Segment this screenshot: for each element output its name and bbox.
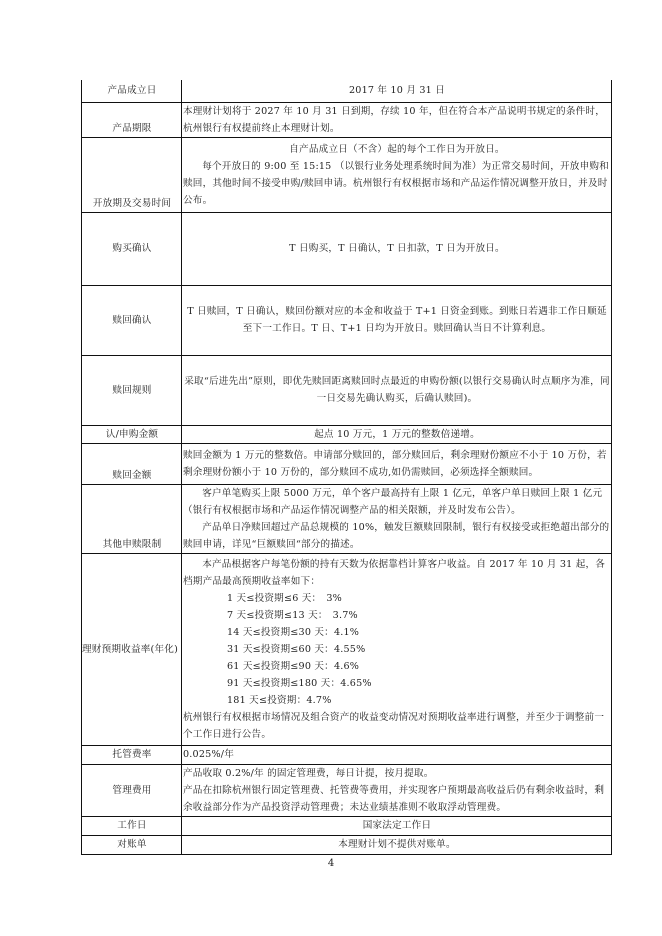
value-text: 产品单日净赎回超过产品总规模的 10%，触发巨额赎回限制，银行有权接受或拒绝超出部分的赎回申请，详见“巨额赎回“部分的描述。	[183, 521, 610, 550]
row-value	[182, 764, 612, 816]
page-number: 4	[327, 858, 335, 869]
value-text: 本理财计划将于 2027 年 10 月 31 日到期，存续 10 年，但在符合本产品说明书规定的条件时，杭州银行有权提前终止本理财计划。	[183, 105, 606, 134]
yield-tier: 1 天≤投资期≤6 天： 3%	[227, 592, 342, 604]
table-row-subscription-amount	[82, 425, 612, 443]
row-value: T 日赎回，T 日确认，赎回份额对应的本金和收益于 T+1 日资金到账。到账日若遇非工作日顺延至下一工作日。T 日、T+1 日均为开放日。赎回确认当日不计算利息。	[182, 285, 612, 355]
value-text: 客户单笔购买上限 5000 万元，单个客户最高持有上限 1 亿元，单客户单日赎回上限 1 亿元（银行有权根据市场和产品运作情况调整产品的相关限额，并及时发布公告）。	[183, 487, 603, 516]
table-row-product-term	[82, 102, 612, 137]
row-value: 本理财计划不提供对账单。	[182, 835, 612, 854]
table-row-purchase-confirm	[82, 212, 612, 285]
row-value	[182, 102, 612, 137]
row-label: 对账单	[82, 835, 182, 854]
row-label: 理财预期收益率(年化)	[82, 553, 182, 745]
table-row-statement	[82, 835, 612, 854]
table-row-other-limits	[82, 484, 612, 553]
table-row-open-period	[82, 137, 612, 212]
value-text: 产品收取 0.2%/年 的固定管理费，每日计提，按月提取。	[183, 767, 434, 779]
row-value	[182, 553, 612, 745]
table-row-redemption-amount	[82, 443, 612, 484]
value-text: 每个开放日的 9:00 至 15:15 （以银行业务处理系统时间为准）为正常交易时间，开放申购和赎回，其他时间不接受申购/赎回申请。杭州银行有权根据市场和产品运作情况调整开放日，并及时公布。	[183, 160, 609, 206]
yield-tier: 61 天≤投资期≤90 天：4.6%	[227, 660, 360, 672]
table-row-redemption-rule	[82, 355, 612, 425]
yield-intro: 本产品根据客户每笔份额的持有天数为依据靠档计算客户收益。自 2017 年 10 月 31 起，各档期产品最高预期收益率如下：	[183, 558, 606, 587]
row-label: 其他申赎限制	[82, 484, 182, 553]
table-row-management-fee	[82, 764, 612, 816]
row-value	[182, 137, 612, 212]
yield-outro: 杭州银行有权根据市场情况及组合资产的收益变动情况对预期收益率进行调整，并至少于调整前一个工作日进行公告。	[183, 711, 605, 740]
row-label: 托管费率	[82, 745, 182, 764]
row-label: 工作日	[82, 816, 182, 835]
table-row-working-day	[82, 816, 612, 835]
table-row-redemption-confirm	[82, 285, 612, 355]
row-value: 采取“后进先出”原则，即优先赎回距离赎回时点最近的申购份额(以银行交易确认时点顺序为准，同一日交易先确认购买，后确认赎回)。	[182, 355, 612, 425]
row-label: 产品期限	[82, 102, 182, 137]
row-label: 开放期及交易时间	[82, 137, 182, 212]
product-terms-table	[81, 80, 612, 855]
row-label: 认/申购金额	[82, 425, 182, 443]
table-row-establishment-date	[82, 80, 612, 102]
yield-tier: 91 天≤投资期≤180 天：4.65%	[227, 677, 372, 689]
table-row-expected-yield	[82, 553, 612, 745]
row-label: 管理费用	[82, 764, 182, 816]
row-label: 赎回规则	[82, 355, 182, 425]
yield-tier: 14 天≤投资期≤30 天：4.1%	[227, 626, 360, 638]
row-value: 0.025%/年	[182, 745, 612, 764]
row-value: 起点 10 万元，1 万元的整数倍递增。	[182, 425, 612, 443]
row-value: T 日购买，T 日确认，T 日扣款，T 日为开放日。	[182, 212, 612, 285]
row-label: 购买确认	[82, 212, 182, 285]
row-value: 2017 年 10 月 31 日	[182, 80, 612, 102]
yield-tier: 31 天≤投资期≤60 天：4.55%	[227, 643, 366, 655]
value-text: 产品在扣除杭州银行固定管理费、托管费等费用，并实现客户预期最高收益后仍有剩余收益时，剩余收益部分作为产品投资浮动管理费；未达业绩基准则不收取浮动管理费。	[183, 784, 605, 813]
row-label: 赎回确认	[82, 285, 182, 355]
row-value	[182, 484, 612, 553]
yield-tier: 7 天≤投资期≤13 天： 3.7%	[227, 609, 358, 621]
row-value: 赎回金额为 1 万元的整数倍。申请部分赎回的，部分赎回后，剩余理财份额应不小于 10 万份，若剩余理财份额小于 10 万份的，部分赎回不成功,如仍需赎回，必须选择全额赎回。	[182, 443, 612, 484]
row-value: 国家法定工作日	[182, 816, 612, 835]
row-label: 产品成立日	[82, 80, 182, 102]
table-row-custody-fee	[82, 745, 612, 764]
yield-tier: 181 天≤投资期：4.7%	[227, 694, 332, 706]
row-label: 赎回金额	[82, 443, 182, 484]
value-text: 自产品成立日（不含）起的每个工作日为开放日。	[289, 143, 505, 155]
